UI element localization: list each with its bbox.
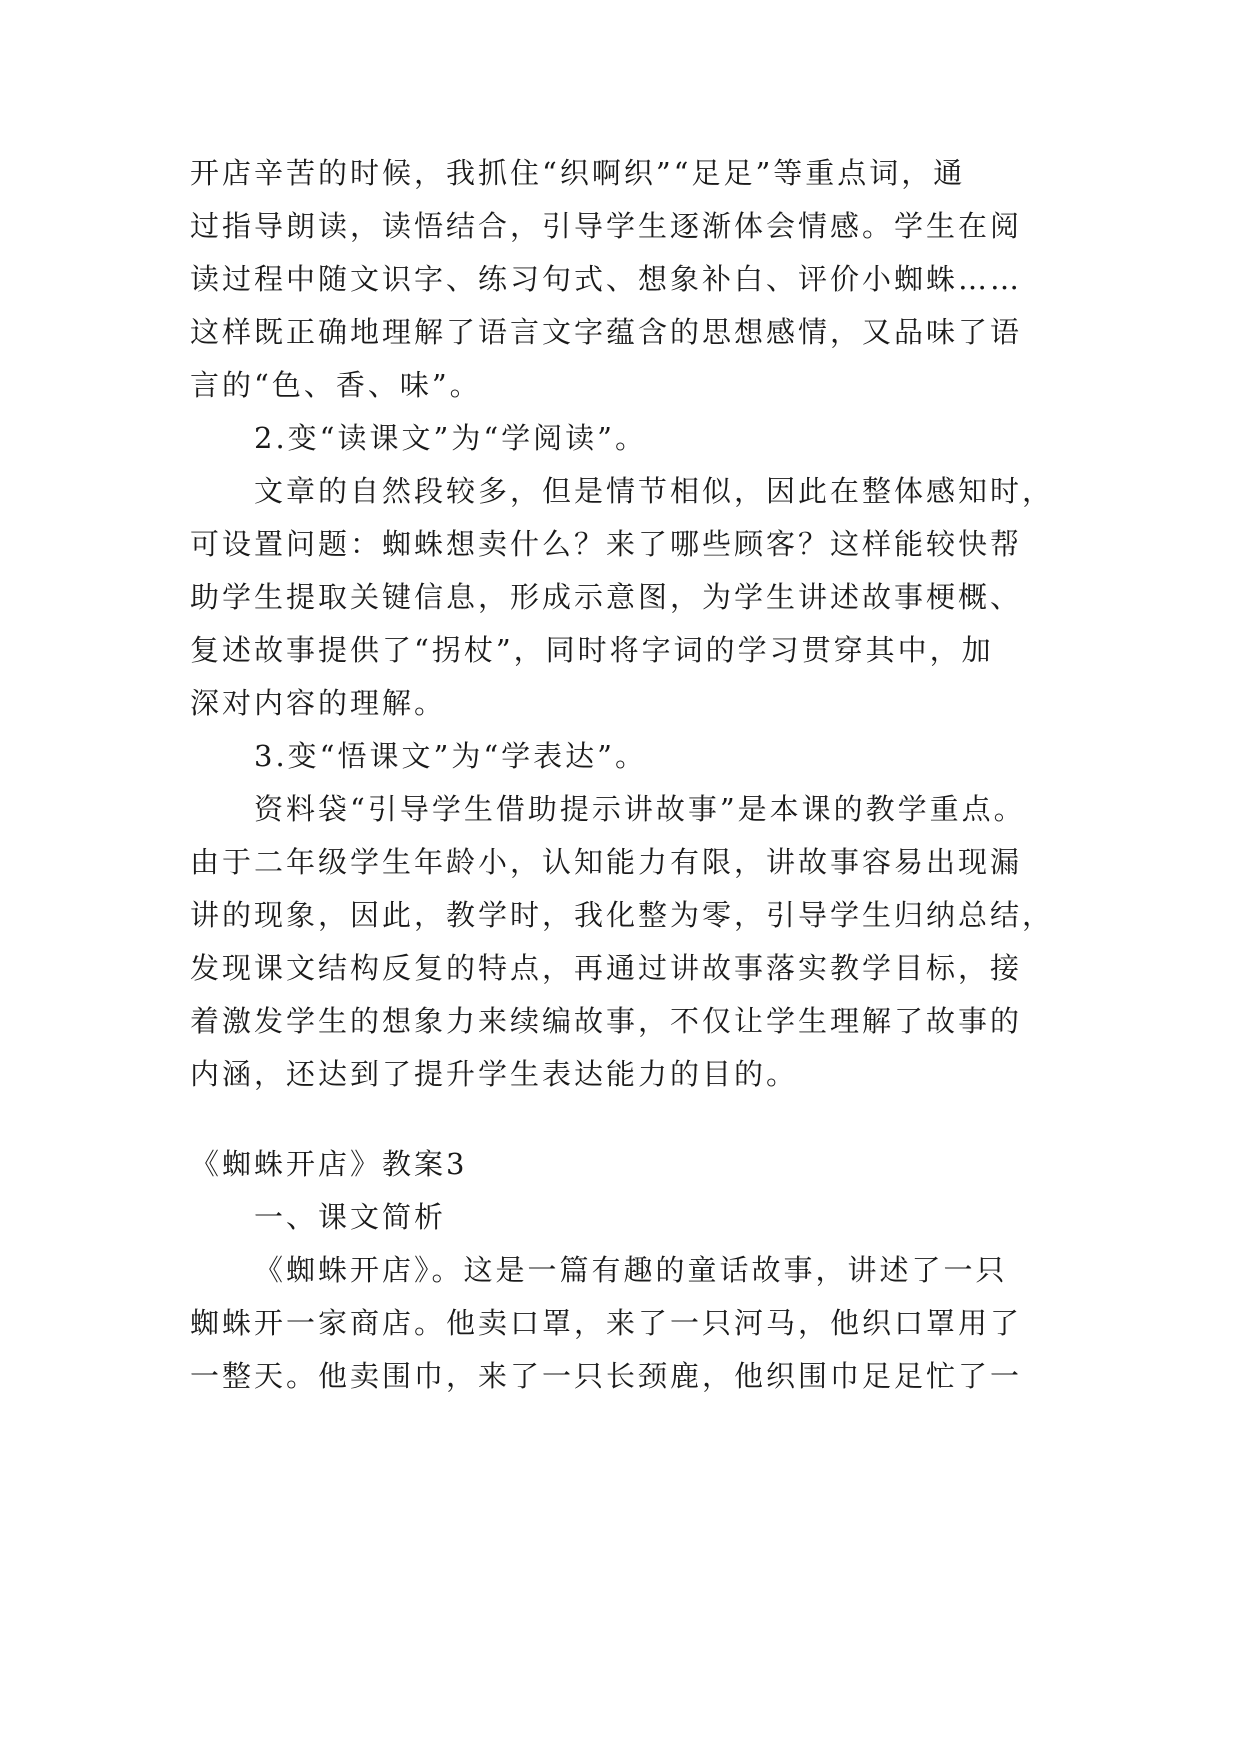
text-line: 助学生提取关键信息，形成示意图，为学生讲述故事梗概、 bbox=[190, 580, 1023, 614]
section-heading: 3.变“悟课文”为“学表达”。 bbox=[254, 739, 647, 773]
text-line: 可设置问题：蜘蛛想卖什么？来了哪些顾客？这样能较快帮 bbox=[190, 527, 1023, 561]
text-line: 资料袋“引导学生借助提示讲故事”是本课的教学重点。 bbox=[254, 792, 1026, 826]
text-line: 内涵，还达到了提升学生表达能力的目的。 bbox=[190, 1057, 799, 1091]
text-line: 发现课文结构反复的特点，再通过讲故事落实教学目标，接 bbox=[190, 951, 1023, 985]
text-line: 深对内容的理解。 bbox=[190, 686, 447, 720]
text-line: 开店辛苦的时候，我抓住“织啊织”“足足”等重点词，通 bbox=[190, 156, 966, 190]
section-heading: 2.变“读课文”为“学阅读”。 bbox=[254, 421, 647, 455]
text-line: 过指导朗读，读悟结合，引导学生逐渐体会情感。学生在阅 bbox=[190, 209, 1023, 243]
text-line: 讲的现象，因此，教学时，我化整为零，引导学生归纳总结， bbox=[190, 898, 1055, 932]
text-line: 《蜘蛛开店》。这是一篇有趣的童话故事，讲述了一只 bbox=[254, 1253, 1008, 1287]
text-line: 文章的自然段较多，但是情节相似，因此在整体感知时， bbox=[254, 474, 1055, 508]
text-line: 着激发学生的想象力来续编故事，不仅让学生理解了故事的 bbox=[190, 1004, 1023, 1038]
text-line: 复述故事提供了“拐杖”，同时将字词的学习贯穿其中，加 bbox=[190, 633, 994, 667]
text-line: 由于二年级学生年龄小，认知能力有限，讲故事容易出现漏 bbox=[190, 845, 1023, 879]
text-line: 言的“色、香、味”。 bbox=[190, 368, 482, 402]
text-line: 这样既正确地理解了语言文字蕴含的思想感情，又品味了语 bbox=[190, 315, 1023, 349]
document-title: 《蜘蛛开店》教案3 bbox=[190, 1147, 468, 1181]
text-line: 一整天。他卖围巾，来了一只长颈鹿，他织围巾足足忙了一 bbox=[190, 1359, 1023, 1393]
section-heading: 一、课文简析 bbox=[254, 1200, 447, 1234]
text-line: 读过程中随文识字、练习句式、想象补白、评价小蜘蛛…… bbox=[190, 262, 1023, 296]
text-line: 蜘蛛开一家商店。他卖口罩，来了一只河马，他织口罩用了 bbox=[190, 1306, 1023, 1340]
